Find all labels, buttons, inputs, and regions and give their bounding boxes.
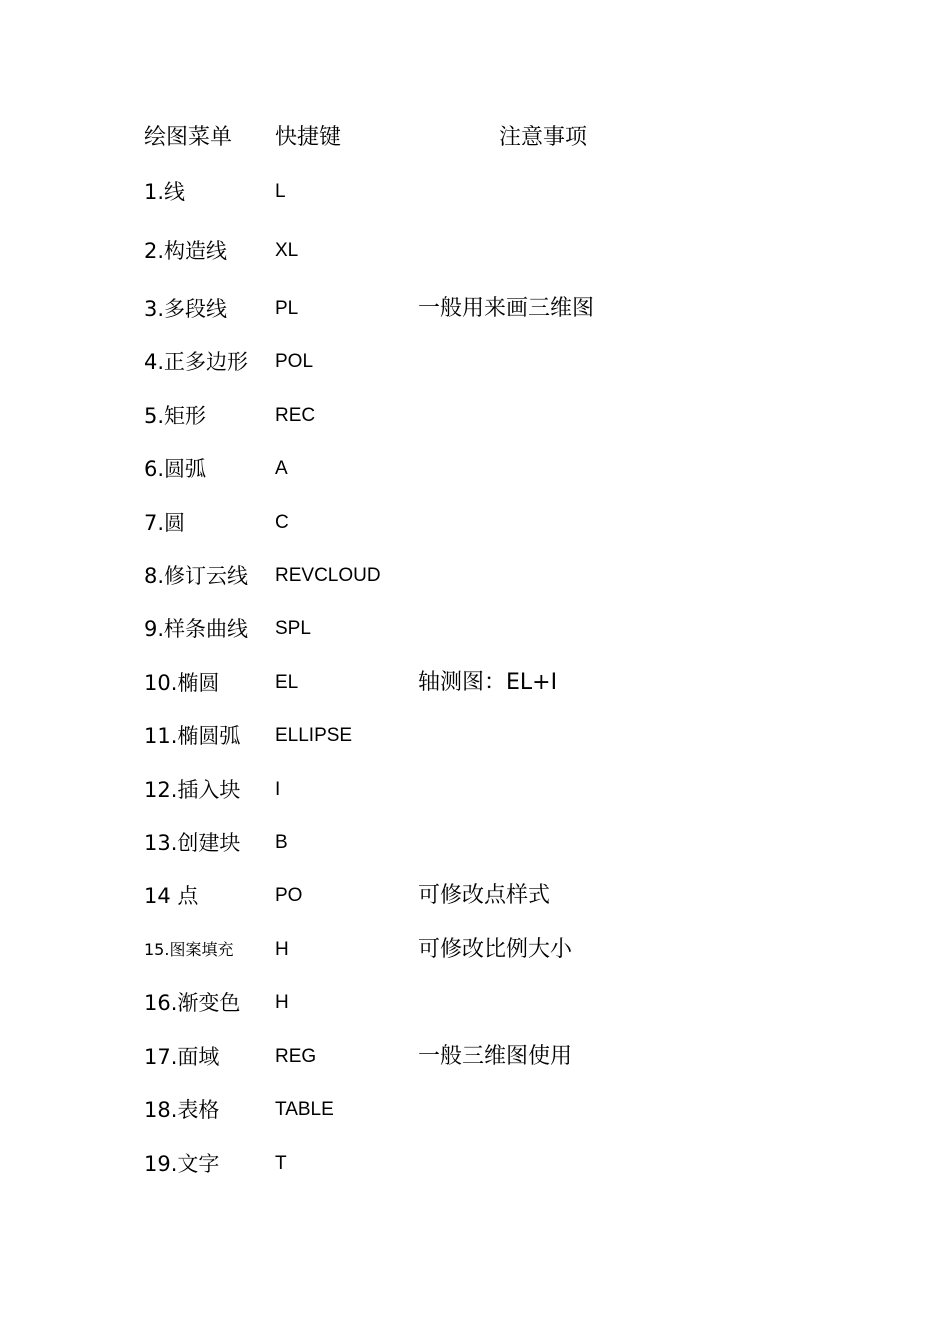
table-row [0, 176, 950, 208]
row-name: 3.多段线 [144, 297, 228, 321]
row-shortcut: REG [275, 1046, 317, 1067]
row-shortcut: C [275, 512, 289, 533]
row-shortcut: EL [275, 672, 299, 693]
row-name: 19.文字 [144, 1152, 220, 1176]
row-name: 12.插入块 [144, 778, 241, 802]
row-name: 4.正多边形 [144, 350, 249, 374]
row-note: 可修改比例大小 [418, 937, 573, 962]
row-shortcut: TABLE [275, 1099, 334, 1120]
row-name: 2.构造线 [144, 239, 228, 263]
header-notes: 注意事项 [499, 125, 588, 150]
row-shortcut: A [275, 458, 288, 479]
table-row [0, 453, 950, 485]
row-shortcut: ELLIPSE [275, 725, 353, 746]
row-name: 10.椭圆 [144, 671, 220, 695]
row-name: 13.创建块 [144, 831, 241, 855]
table-row [0, 774, 950, 806]
table-row [0, 293, 950, 325]
row-shortcut: H [275, 992, 289, 1013]
row-shortcut: I [275, 779, 281, 800]
row-name: 14 点 [144, 884, 199, 908]
row-name: 7.圆 [144, 511, 186, 535]
header-menu: 绘图菜单 [144, 125, 233, 150]
table-row [0, 400, 950, 432]
row-note: 轴测图：EL+I [418, 670, 558, 695]
row-note: 一般用来画三维图 [418, 296, 595, 321]
row-shortcut: XL [275, 240, 299, 261]
table-row [0, 667, 950, 699]
header-shortcut: 快捷键 [275, 125, 342, 150]
row-shortcut: SPL [275, 618, 311, 639]
row-name: 8.修订云线 [144, 564, 249, 588]
table-row [0, 934, 950, 966]
table-row [0, 560, 950, 592]
row-shortcut: H [275, 939, 289, 960]
table-row [0, 880, 950, 912]
table-row [0, 720, 950, 752]
table-row [0, 1094, 950, 1126]
row-note: 可修改点样式 [418, 883, 551, 908]
table-row [0, 1148, 950, 1180]
row-name: 18.表格 [144, 1098, 220, 1122]
row-shortcut: REVCLOUD [275, 565, 381, 586]
row-shortcut: T [275, 1153, 287, 1174]
table-row [0, 827, 950, 859]
table-row [0, 613, 950, 645]
row-name: 11.椭圆弧 [144, 724, 241, 748]
table-row [0, 507, 950, 539]
row-name: 9.样条曲线 [144, 617, 249, 641]
row-shortcut: PO [275, 885, 303, 906]
table-row [0, 987, 950, 1019]
row-name: 5.矩形 [144, 404, 207, 428]
table-row [0, 346, 950, 378]
table-row [0, 1041, 950, 1073]
row-name: 15.图案填充 [144, 940, 234, 959]
row-name: 6.圆弧 [144, 457, 207, 481]
row-shortcut: B [275, 832, 288, 853]
row-shortcut: PL [275, 298, 299, 319]
row-shortcut: REC [275, 405, 316, 426]
row-name: 16.渐变色 [144, 991, 241, 1015]
row-name: 1.线 [144, 180, 186, 204]
table-header [0, 120, 950, 154]
row-name: 17.面域 [144, 1045, 220, 1069]
table-row [0, 235, 950, 267]
row-note: 一般三维图使用 [418, 1044, 573, 1069]
row-shortcut: L [275, 181, 286, 202]
row-shortcut: POL [275, 351, 314, 372]
